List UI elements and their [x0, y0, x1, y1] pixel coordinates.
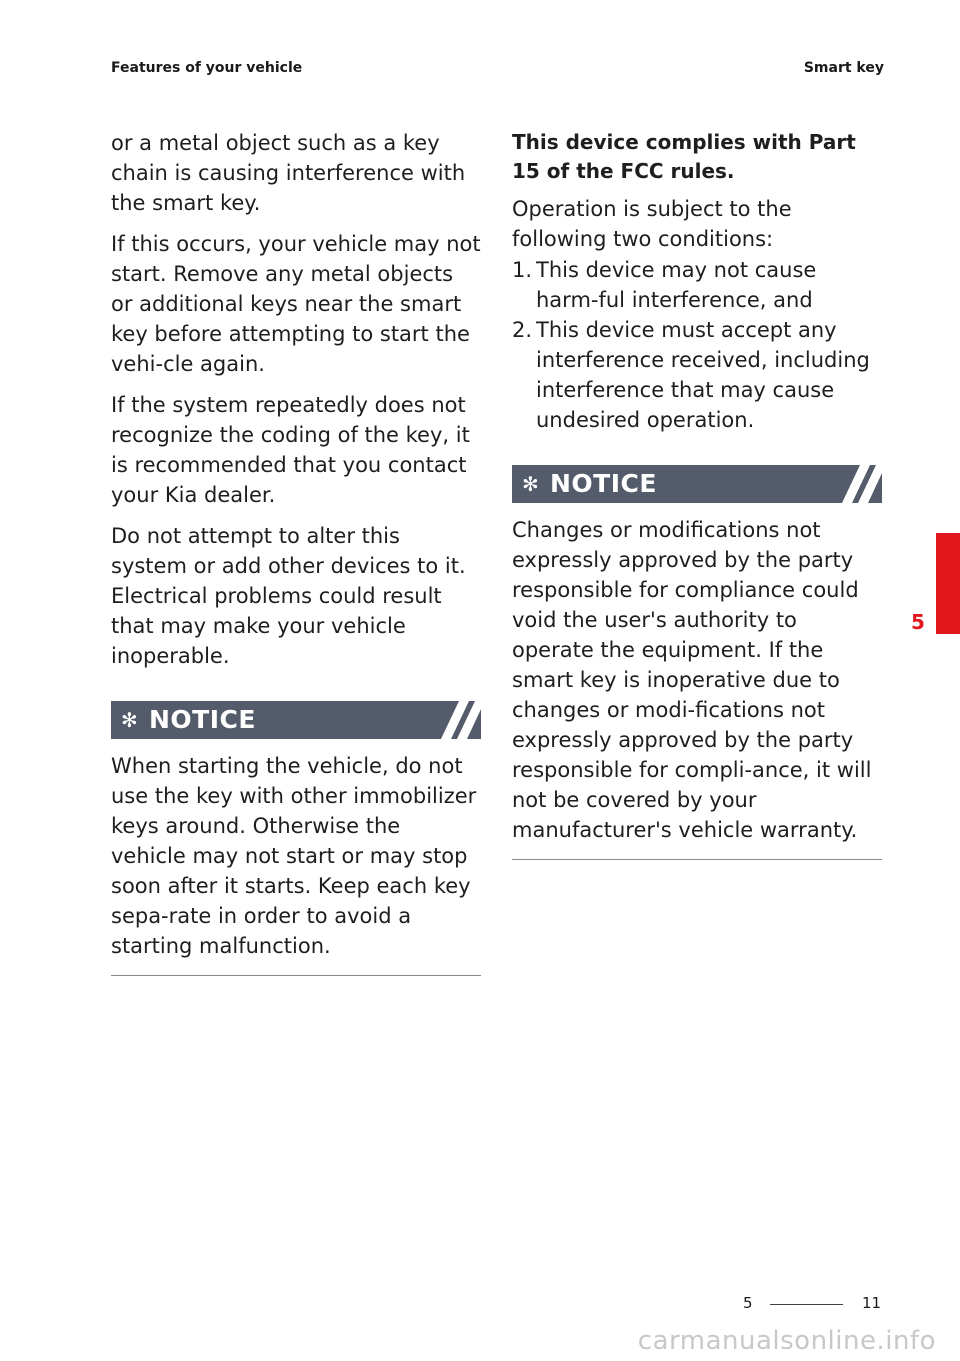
fcc-heading: This device complies with Part 15 of the FCC rules.: [512, 130, 856, 183]
notice-label: NOTICE: [550, 469, 657, 498]
chapter-tab-number: 5: [911, 610, 925, 634]
paragraph: If the system repeatedly does not recognize the coding of the key, it is recommended that you contact your Kia dealer.: [111, 393, 470, 507]
watermark: carmanualsonline.info: [637, 1326, 936, 1356]
paragraph: Operation is subject to the following two conditions:: [512, 197, 792, 251]
list-number: 2.: [512, 318, 533, 342]
asterisk-icon: ✻: [121, 708, 138, 732]
list-item-text: This device may not cause harm-ful interference, and: [536, 258, 817, 312]
running-header-chapter: Features of your vehicle: [111, 60, 303, 76]
notice-banner: [111, 701, 481, 739]
slash-stripes-icon: [822, 465, 882, 503]
list-item: [512, 315, 882, 435]
notice-text: Changes or modifications not expressly approved by the party responsible for compliance could void the user's authority to operate the equipment. If the smart key is inoperative due to changes or modi-fications not expressly approved by the party responsible for compli-ance, it will not be covered by your manufacturer's vehicle warranty.: [512, 518, 872, 842]
right-column: [512, 128, 882, 860]
notice-text: When starting the vehicle, do not use the key with other immobilizer keys around. Otherwise the vehicle may not start or may stop soon after it starts. Keep each key sepa-rate in order to avoid a starting malfunction.: [111, 754, 477, 958]
asterisk-icon: ✻: [522, 472, 539, 496]
section-divider: [512, 859, 882, 860]
list-number: 1.: [512, 258, 533, 282]
footer-divider: [770, 1304, 843, 1305]
paragraph: If this occurs, your vehicle may not start. Remove any metal objects or additional keys near the smart key before attempting to start the vehi-cle again.: [111, 232, 481, 376]
paragraph: or a metal object such as a key chain is causing interference with the smart key.: [111, 131, 466, 215]
paragraph: Do not attempt to alter this system or add other devices to it. Electrical problems could result that may make your vehicle inoperable.: [111, 524, 466, 668]
left-column: [111, 128, 481, 976]
notice-label: NOTICE: [149, 705, 256, 734]
footer-section-number: 5: [743, 1294, 753, 1312]
section-divider: [111, 975, 481, 976]
conditions-list: [512, 255, 882, 435]
footer-page-number: 11: [862, 1294, 882, 1312]
running-header-section: Smart key: [803, 60, 884, 76]
chapter-tab: [936, 533, 960, 634]
list-item: [512, 255, 882, 315]
list-item-text: This device must accept any interference received, including interference that may cause undesired operation.: [536, 318, 870, 432]
notice-banner: [512, 465, 882, 503]
slash-stripes-icon: [421, 701, 481, 739]
